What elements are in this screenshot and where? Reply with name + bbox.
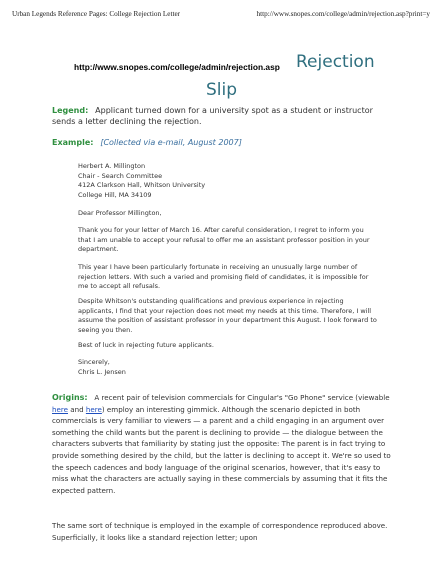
- commercial-link-1[interactable]: here: [52, 404, 68, 414]
- origins-text-a: A recent pair of television commercials for Cingular's "Go Phone" service (viewable: [94, 393, 390, 402]
- continuation-paragraph: The same sort of technique is employed in the example of correspondence reproduced above. Superficially, it looks like a standard rejection letter; upon: [52, 521, 388, 542]
- page-url: http://www.snopes.com/college/admin/rejection.asp: [74, 62, 280, 72]
- letter-paragraph: This year I have been particularly fortunate in receiving an unusually large number of rejection letters. With such a varied and promising field of candidates, it is impossible for me to accept all refusals.: [78, 263, 369, 291]
- origins-section: Origins: A recent pair of television commercials for Cingular's "Go Phone" service (viewable here and here) employ an interesting gimmick. Although the scenario depicted in both commercials is very familiar to viewers — a parent and a child engaging in an argument over something the child wants but the parent is declining to provide — the dialogue between the characters subverts that familiarity by stating just the opposite: The parent is in fact trying to provide something desired by the child, but the latter is declining to accept it. We're so used to the speech cadences and body language of the original scenarios, however, that it's easy to miss what the characters are actually saying in these commercials by assuming that it fits the expected pattern.: [52, 393, 391, 495]
- letter-paragraph: Thank you for your letter of March 16. After careful consideration, I regret to inform you that I am unable to accept your refusal to offer me an assistant professor position in your department.: [78, 226, 370, 254]
- legend-section: Legend: Applicant turned down for a university spot as a student or instructor sends a letter declining the rejection.: [52, 106, 373, 126]
- letter-closing: [78, 358, 378, 377]
- address-line: Herbert A. Millington: [78, 162, 146, 170]
- closing: Sincerely,: [78, 358, 110, 366]
- letter-address: [78, 162, 378, 200]
- address-line: College Hill, MA 34109: [78, 190, 152, 199]
- origins-text-c: ) employ an interesting gimmick. Although the scenario depicted in both commercials is very familiar to viewers — a parent and a child engaging in an argument over something the child wants but the parent is declining to provide — the dialogue between the characters subverts that familiarity by stating just the opposite: The parent is in fact trying to provide something desired by the child, but the latter is declining to accept it. We're so used to the speech cadences and body language of the original scenarios, however, that it's easy to miss what the characters are actually saying in these commercials by assuming that it fits the expected pattern.: [52, 404, 391, 495]
- address-line: Chair - Search Committee: [78, 171, 163, 180]
- letter-paragraph: Despite Whitson's outstanding qualifications and previous experience in rejecting applicants, I find that your rejection does not meet my needs at this time. Therefore, I will assume the position of assistant professor in your department this August. I look forward to seeing you then.: [78, 297, 377, 334]
- print-header-title: Urban Legends Reference Pages: College Rejection Letter: [12, 10, 181, 18]
- origins-label: Origins: [52, 393, 85, 402]
- example-section: Example: [Collected via e-mail, August 2007]: [52, 138, 242, 147]
- title-word-rejection: Rejection: [296, 52, 375, 72]
- example-label: Example: [52, 138, 91, 147]
- title-word-slip: Slip: [206, 80, 238, 100]
- letter-paragraph: Best of luck in rejecting future applicants.: [78, 341, 214, 349]
- print-header-url: http://www.snopes.com/college/admin/rejection.asp?print=y: [256, 10, 430, 18]
- legend-label: Legend: [52, 106, 86, 115]
- signature: Chris L. Jensen: [78, 367, 126, 376]
- print-header: [12, 10, 430, 18]
- legend-text: Applicant turned down for a university spot as a student or instructor sends a letter declining the rejection.: [52, 106, 373, 126]
- origins-text-b: and: [70, 404, 84, 414]
- example-note: [Collected via e-mail, August 2007]: [100, 138, 242, 147]
- commercial-link-2[interactable]: here: [85, 404, 102, 414]
- address-line: 412A Clarkson Hall, Whitson University: [78, 181, 206, 190]
- letter-salutation: Dear Professor Millington,: [78, 209, 162, 217]
